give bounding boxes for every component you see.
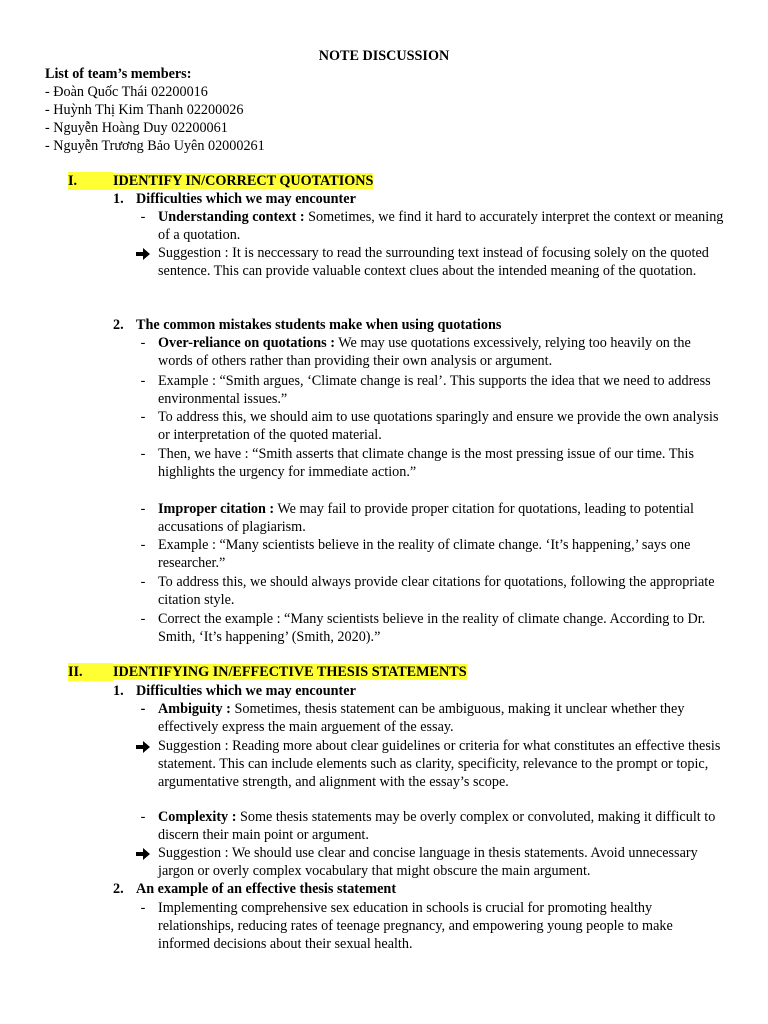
- dash-bullet: -: [140, 409, 146, 425]
- list-item: Suggestion : Reading more about clear guidelines or criteria for what constitutes an effective thesis statement. This can include elements such as clarity, specificity, relevance to the prompt or topic, argumentative strength, and alignment with the essay’s scope.: [158, 738, 721, 791]
- dash-bullet: -: [140, 446, 146, 462]
- dash-bullet: -: [140, 809, 146, 825]
- subsection-number: 2.: [113, 881, 124, 897]
- team-member: - Nguyễn Trương Bảo Uyên 02000261: [45, 138, 265, 154]
- list-item: To address this, we should aim to use quotations sparingly and ensure we provide the own analysis or interpretation of the quoted material.: [158, 409, 719, 444]
- subsection-title: Difficulties which we may encounter: [136, 683, 356, 699]
- dash-bullet: -: [140, 537, 146, 553]
- list-item: Understanding context : Sometimes, we find it hard to accurately interpret the context or meaning of a quotation.: [158, 209, 724, 244]
- section-number: II.: [68, 664, 83, 680]
- list-item: Ambiguity : Sometimes, thesis statement can be ambiguous, making it unclear whether they effectively express the main arguement of the essay.: [158, 701, 685, 736]
- subsection-title: Difficulties which we may encounter: [136, 191, 356, 207]
- document-title: NOTE DISCUSSION: [318, 48, 450, 64]
- team-member: - Huỳnh Thị Kim Thanh 02200026: [45, 102, 244, 118]
- right-arrow-icon: [134, 844, 152, 862]
- list-item: Implementing comprehensive sex education in schools is crucial for promoting healthy relationships, reducing rates of teenage pregnancy, and empowering young people to make informed decisions about their sexual health.: [158, 900, 673, 953]
- dash-bullet: -: [140, 373, 146, 389]
- dash-bullet: -: [140, 501, 146, 517]
- bold-dash-bullet: -: [140, 701, 146, 717]
- list-item: To address this, we should always provide clear citations for quotations, following the appropriate citation style.: [158, 574, 715, 609]
- subsection-number: 1.: [113, 191, 124, 207]
- list-item: Then, we have : “Smith asserts that climate change is the most pressing issue of our time. This highlights the urgency for immediate action.”: [158, 446, 694, 481]
- list-item: Example : “Many scientists believe in the reality of climate change. ‘It’s happening,’ says one researcher.”: [158, 537, 691, 572]
- list-item: Suggestion : We should use clear and concise language in thesis statements. Avoid unnecessary jargon or overly complex vocabulary that might obscure the main argument.: [158, 845, 698, 880]
- dash-bullet: -: [140, 611, 146, 627]
- team-member: - Đoàn Quốc Thái 02200016: [45, 84, 208, 100]
- section-title: IDENTIFY IN/CORRECT QUOTATIONS: [113, 173, 374, 189]
- team-member: - Nguyễn Hoàng Duy 02200061: [45, 120, 228, 136]
- dash-bullet: -: [140, 335, 146, 351]
- list-item: Improper citation : We may fail to provide proper citation for quotations, leading to potential accusations of plagiarism.: [158, 501, 694, 536]
- list-item: Correct the example : “Many scientists believe in the reality of climate change. According to Dr. Smith, ‘It’s happening’ (Smith, 2020).”: [158, 611, 706, 646]
- dash-bullet: -: [140, 574, 146, 590]
- section-number: I.: [68, 173, 78, 189]
- subsection-title: The common mistakes students make when using quotations: [136, 317, 502, 333]
- dash-bullet: -: [140, 209, 146, 225]
- right-arrow-icon: [134, 737, 152, 755]
- list-item: Example : “Smith argues, ‘Climate change is real’. This supports the idea that we need to address environmental issues.”: [158, 373, 711, 408]
- list-item: Complexity : Some thesis statements may be overly complex or convoluted, making it difficult to discern their main point or argument.: [158, 809, 716, 844]
- team-heading: List of team’s members:: [45, 66, 192, 82]
- subsection-number: 1.: [113, 683, 124, 699]
- dash-bullet: -: [140, 900, 146, 916]
- right-arrow-icon: [134, 244, 152, 262]
- section-title: IDENTIFYING IN/EFFECTIVE THESIS STATEMENTS: [113, 664, 467, 680]
- subsection-number: 2.: [113, 317, 124, 333]
- subsection-title: An example of an effective thesis statement: [136, 881, 397, 897]
- list-item: Over-reliance on quotations : We may use quotations excessively, relying too heavily on the words of others rather than providing their own analysis or argument.: [158, 335, 691, 370]
- list-item: Suggestion : It is neccessary to read the surrounding text instead of focusing solely on the quoted sentence. This can provide valuable context clues about the intended meaning of the quotation.: [158, 245, 709, 280]
